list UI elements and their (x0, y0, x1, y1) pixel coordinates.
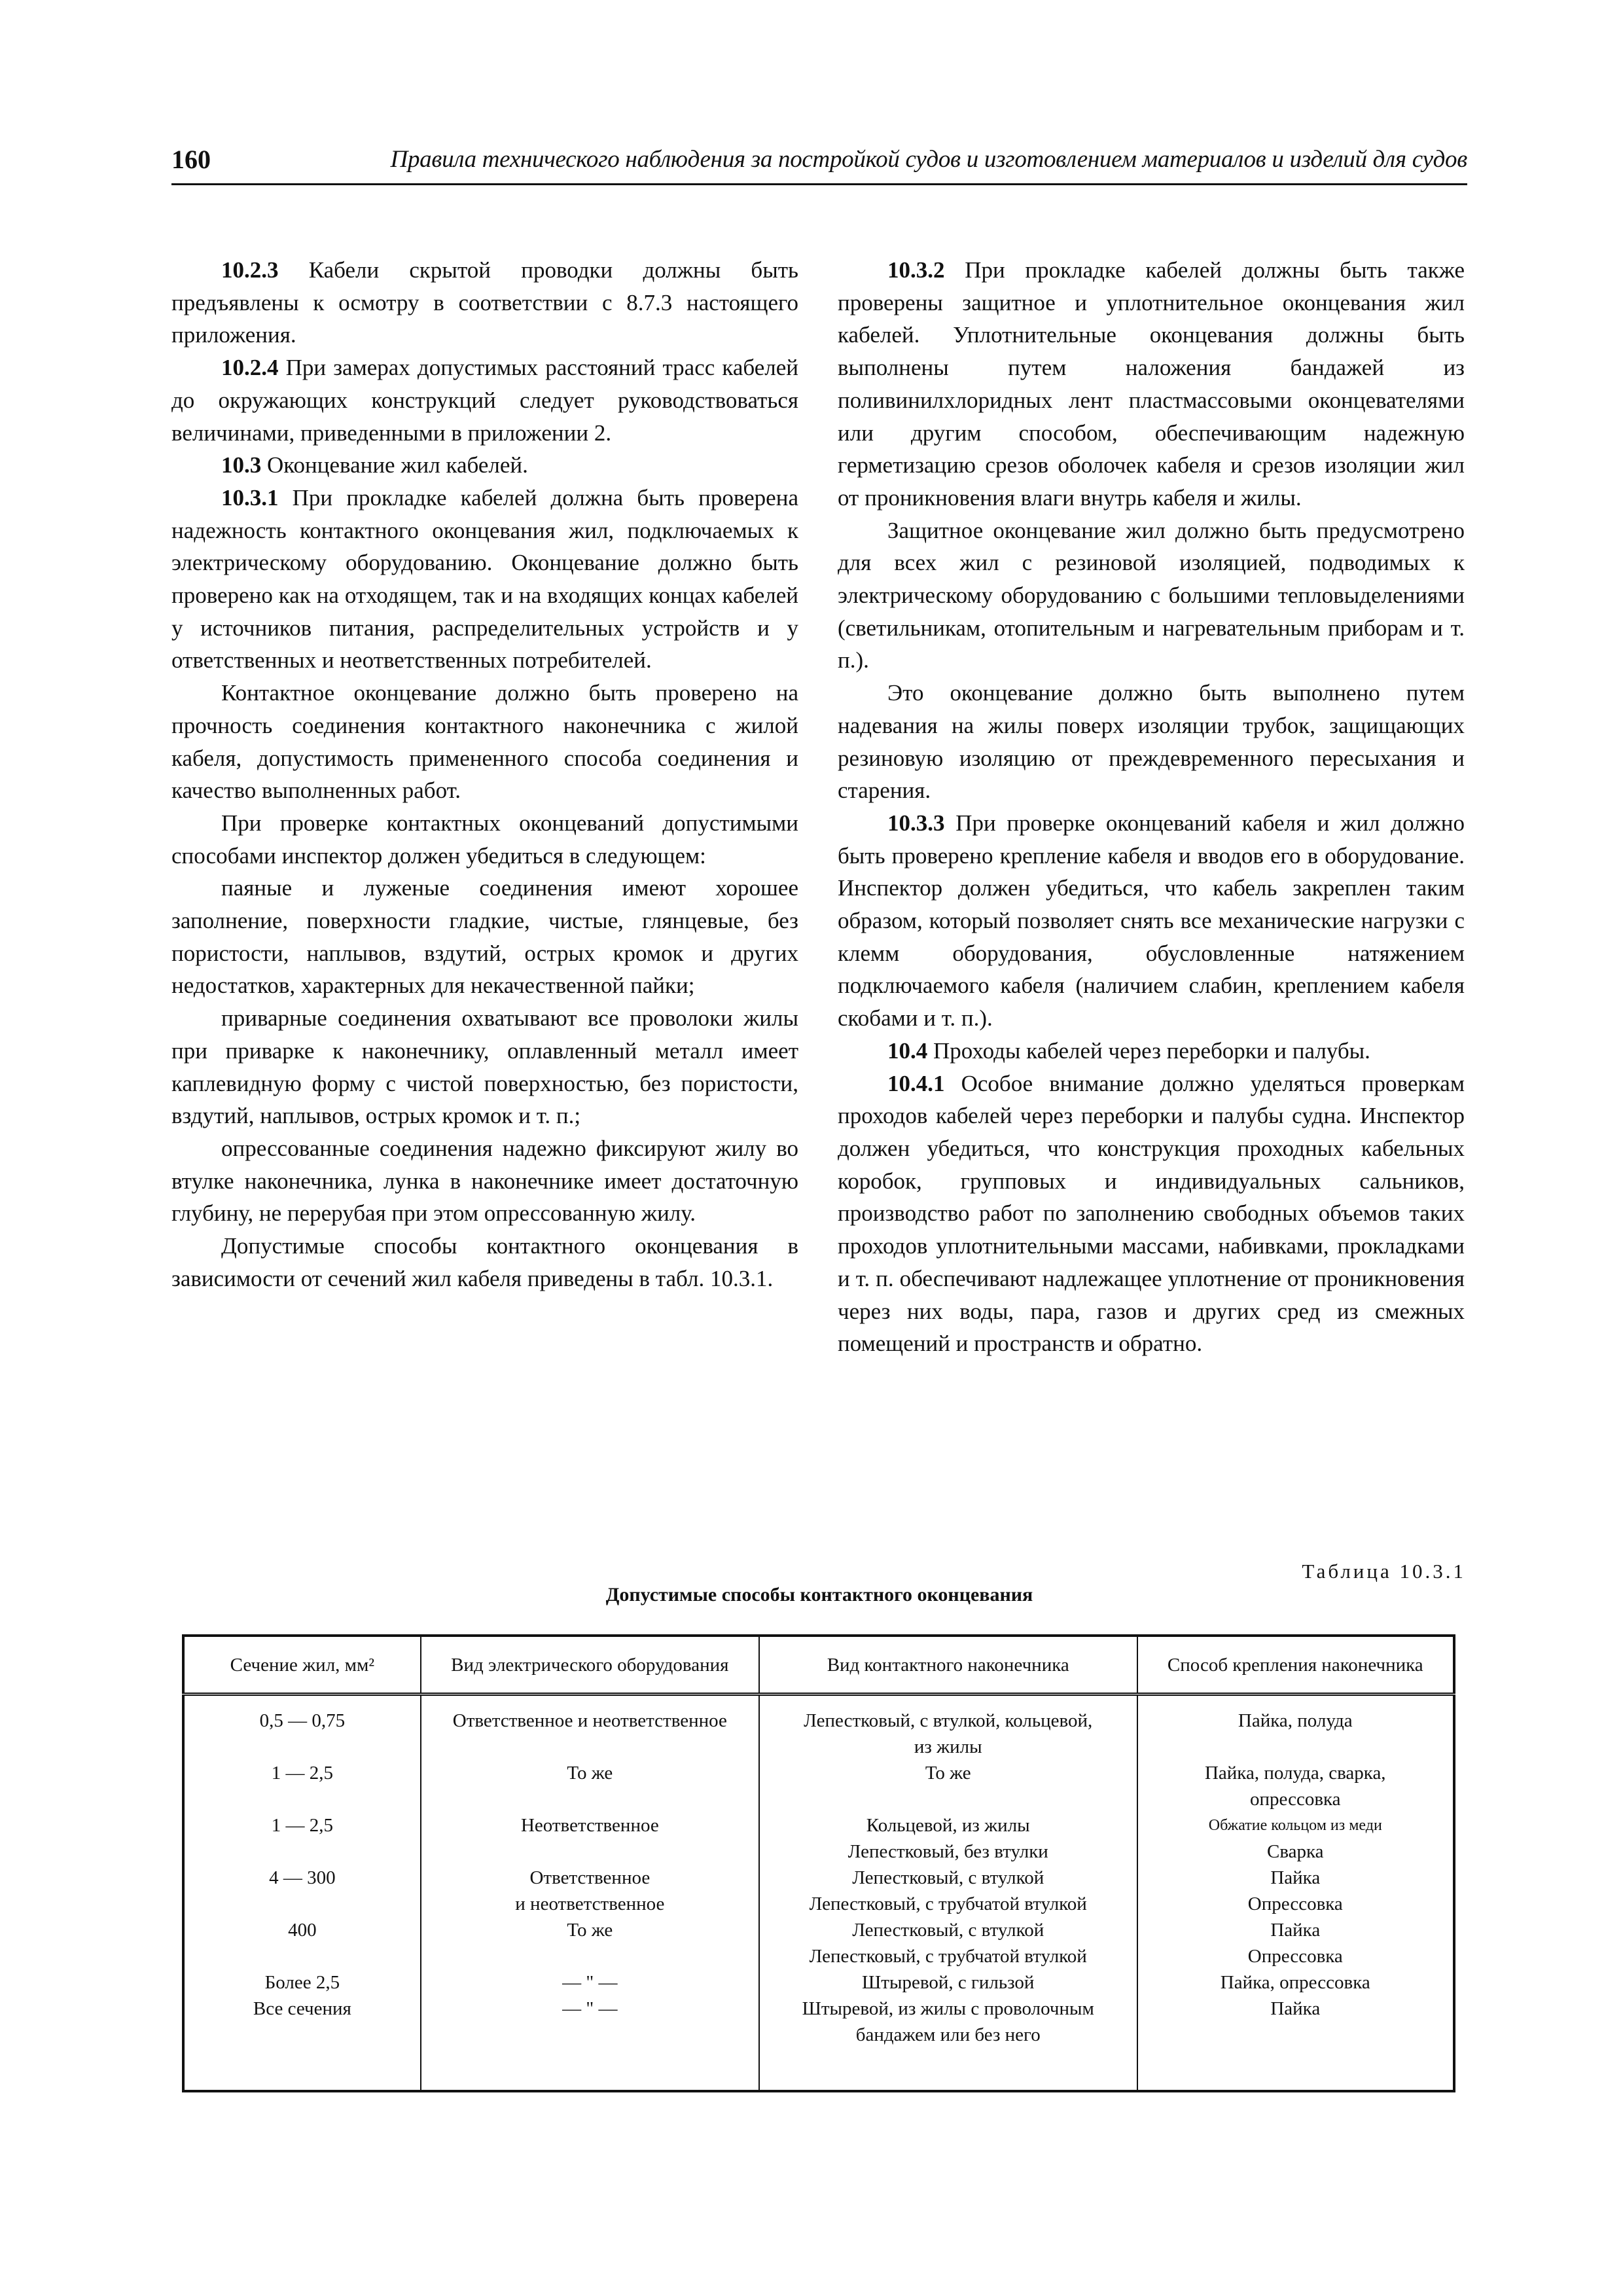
table-cell-line: Более 2,5 (264, 1972, 340, 1993)
table-cell-line: Сварка (1267, 1841, 1324, 1862)
table-title: Допустимые способы контактного оконцевания (605, 1584, 1033, 1605)
table-cell-line: Опрессовка (1247, 1946, 1343, 1967)
cable-termination-table (182, 1634, 1455, 2092)
table-cell-line: 1 — 2,5 (271, 1763, 333, 1784)
paragraph-text: Это оконцевание должно быть выполнено путем надевания на жилы поверх изоляции трубок, защищающих резиновую изоляцию от преждевременного пересыхания и старения. (838, 680, 1465, 804)
paragraph (171, 1002, 798, 1132)
table-cell-line: 4 — 300 (269, 1867, 336, 1888)
table-cell-line: 1 — 2,5 (271, 1815, 333, 1836)
paragraph (171, 1230, 798, 1295)
page-header (171, 144, 1467, 185)
table-cell-line: Обжатие кольцом из меди (1208, 1817, 1382, 1834)
table-cell-line: Все сечения (253, 1998, 351, 2019)
table-cell-line: опрессовка (1249, 1789, 1341, 1810)
cross-section-cell (183, 1695, 421, 2092)
paragraph-text: При проверке оконцеваний кабеля и жил должно быть проверено крепление кабеля и вводов его в оборудование. Инспектор должен убедиться, что кабель закреплен таким образом, который позволяет снять все механические нагрузки с клемм оборудования, обусловленные натяжением подключаемого кабеля (наличием слабин, креплением кабеля скобами и т. п.). (838, 810, 1465, 1031)
table-cell-line: 400 (288, 1920, 317, 1941)
table-cell-line: Неответственное (520, 1815, 659, 1836)
table-cell-line: Лепестковый, с втулкой (852, 1920, 1044, 1941)
paragraph (171, 807, 798, 872)
section-number: 10.3 (221, 452, 262, 478)
paragraph-text: приварные соединения охватывают все проволоки жилы при приварке к наконечнику, оплавленный металл имеет каплевидную форму с чистой поверхностью, без пористости, вздутий, наплывов, острых кромок и т. п.; (171, 1005, 798, 1129)
paragraph-text: Допустимые способы контактного оконцевания в зависимости от сечений жил кабеля приведены в табл. 10.3.1. (171, 1233, 798, 1291)
paragraph (171, 482, 798, 677)
header-fastening-method: Способ крепления наконечника (1137, 1636, 1454, 1695)
paragraph-text: Оконцевание жил кабелей. (261, 452, 528, 478)
table-cell-line (427, 1943, 753, 1969)
table-cell-line: Лепестковый, без втулки (847, 1841, 1048, 1862)
table-cell-line (190, 1891, 415, 1917)
table-cell-line: Лепестковый, с втулкой, кольцевой, (804, 1710, 1093, 1731)
table-cell-line (190, 1734, 415, 1760)
header-equipment-type: Вид электрического оборудования (421, 1636, 759, 1695)
section-number: 10.4.1 (887, 1070, 945, 1096)
table-cell-line (190, 1786, 415, 1812)
paragraph-text: Кабели скрытой проводки должны быть предъявлены к осмотру в соответствии с 8.7.3 настоящего приложения. (171, 257, 798, 348)
table-cell-line: 0,5 — 0,75 (259, 1710, 346, 1731)
table-cell-line: Лепестковый, с трубчатой втулкой (809, 1893, 1087, 1914)
table-cell-line: Лепестковый, с втулкой (852, 1867, 1044, 1888)
page-number: 160 (171, 145, 211, 174)
running-title: Правила технического наблюдения за постройкой судов и изготовлением материалов и изделий для судов (390, 146, 1467, 173)
table-cell-line (427, 1839, 753, 1865)
table-cell-line (190, 2022, 415, 2048)
table-cell-line (427, 1734, 753, 1760)
table-cell-line: Пайка, полуда (1238, 1710, 1353, 1731)
paragraph (838, 677, 1465, 807)
table-cell-line: Ответственное и неответственное (452, 1710, 727, 1731)
paragraph-text: При проверке контактных оконцеваний допустимыми способами инспектор должен убедиться в следующем: (171, 810, 798, 869)
table-cell-line: Лепестковый, с трубчатой втулкой (809, 1946, 1087, 1967)
paragraph-text: Контактное оконцевание должно быть проверено на прочность соединения контактного наконечника с жилой кабеля, допустимость примененного способа соединения и качество выполненных работ. (171, 680, 798, 804)
section-number: 10.3.1 (221, 484, 279, 511)
table-cell-line: Опрессовка (1247, 1893, 1343, 1914)
table-cell-line: и неответственное (515, 1893, 665, 1914)
paragraph (838, 1067, 1465, 1360)
left-column (171, 254, 798, 1295)
table-cell-line: Кольцевой, из жилы (866, 1815, 1030, 1836)
paragraph (171, 677, 798, 807)
table-cell-line (1143, 1734, 1448, 1760)
table-cell-line: — " — (562, 1998, 618, 2019)
table-cell-line: из жилы (914, 1736, 982, 1757)
paragraph-text: Защитное оконцевание жил должно быть предусмотрено для всех жил с резиновой изоляцией, подводимых к электрическому оборудованию с большими тепловыделениями (светильникам, отопительным и нагревательным приборам и т. п.). (838, 517, 1465, 673)
table-cell-line: Ответственное (529, 1867, 651, 1888)
table-cell-line: бандажем или без него (855, 2024, 1041, 2045)
section-number: 10.4 (887, 1037, 928, 1064)
paragraph-text: опрессованные соединения надежно фиксируют жилу во втулке наконечника, лунка в наконечнике имеет достаточную глубину, не перерубая при этом опрессованную жилу. (171, 1135, 798, 1227)
paragraph (171, 449, 798, 482)
table-label: Таблица 10.3.1 (1302, 1560, 1466, 1583)
paragraph-text: При прокладке кабелей должна быть проверена надежность контактного оконцевания жил, подключаемых к электрическому оборудованию. Оконцевание должно быть проверено как на отходящем, так и на входящих концах кабелей у источников питания, распределительных устройств и у ответственных и неответственных потребителей. (171, 484, 798, 673)
table-header-row (183, 1636, 1454, 1695)
right-column (838, 254, 1465, 1360)
table-cell-line: Пайка (1270, 1998, 1321, 2019)
paragraph-text: При замерах допустимых расстояний трасс кабелей до окружающих конструкций следует руководствоваться величинами, приведенными в приложении 2. (171, 355, 798, 446)
table-cell-line (190, 1839, 415, 1865)
table-cell-line (1143, 2022, 1448, 2048)
paragraph (171, 872, 798, 1002)
table-cell-line: Штыревой, из жилы с проволочным (802, 1998, 1094, 2019)
table-cell-line: Пайка, полуда, сварка, (1204, 1763, 1386, 1784)
table-cell-line (765, 1786, 1132, 1812)
paragraph-text: паяные и луженые соединения имеют хорошее заполнение, поверхности гладкие, чистые, глянцевые, без пористости, наплывов, вздутий, острых кромок и других недостатков, характерных для некачественной пайки; (171, 875, 798, 999)
table-cell-line: Штыревой, с гильзой (862, 1972, 1035, 1993)
paragraph (171, 1132, 798, 1230)
paragraph (171, 351, 798, 449)
paragraph (838, 514, 1465, 677)
fastening-method-cell (1137, 1695, 1454, 2092)
header-lug-type: Вид контактного наконечника (759, 1636, 1137, 1695)
table-row (183, 1695, 1454, 2092)
paragraph-text: При прокладке кабелей должны быть также проверены защитное и уплотнительное оконцевания жил кабелей. Уплотнительные оконцевания должны быть выполнены путем наложения бандажей из поливинилхлоридных лент пластмассовыми оконцевателями или другим способом, обеспечивающим надежную герметизацию срезов оболочек кабеля и срезов изоляции жил от проникновения влаги внутрь кабеля и жилы. (838, 257, 1465, 511)
paragraph (838, 1035, 1465, 1067)
table-cell-line (427, 2022, 753, 2048)
paragraph (838, 254, 1465, 514)
table-cell-line: То же (567, 1763, 613, 1784)
section-number: 10.2.4 (221, 355, 279, 381)
header-cross-section: Сечение жил, мм² (183, 1636, 421, 1695)
table-cell-line: — " — (562, 1972, 618, 1993)
section-number: 10.3.3 (887, 810, 945, 836)
section-number: 10.3.2 (887, 257, 945, 283)
paragraph-text: Особое внимание должно уделяться проверкам проходов кабелей через переборки и палубы судна. Инспектор должен убедиться, что конструкция проходных кабельных коробок, групповых и индивидуальных сальников, производство работ по заполнению свободных объемов таких проходов уплотнительными массами, набивками, прокладками и т. п. обеспечивают надлежащее уплотнение от проникновения через них воды, пара, газов и других сред из смежных помещений и пространств и обратно. (838, 1070, 1465, 1357)
equipment-type-cell (421, 1695, 759, 2092)
paragraph-text: Проходы кабелей через переборки и палубы. (927, 1037, 1370, 1064)
lug-type-cell (759, 1695, 1137, 2092)
section-number: 10.2.3 (221, 257, 279, 283)
table-cell-line (190, 1943, 415, 1969)
table-cell-line: Пайка (1270, 1920, 1321, 1941)
paragraph (838, 807, 1465, 1035)
table-cell-line: Пайка (1270, 1867, 1321, 1888)
table-cell-line: Пайка, опрессовка (1220, 1972, 1370, 1993)
table-cell-line (427, 1786, 753, 1812)
table-cell-line: То же (567, 1920, 613, 1941)
table-cell-line: То же (925, 1763, 971, 1784)
paragraph (171, 254, 798, 351)
